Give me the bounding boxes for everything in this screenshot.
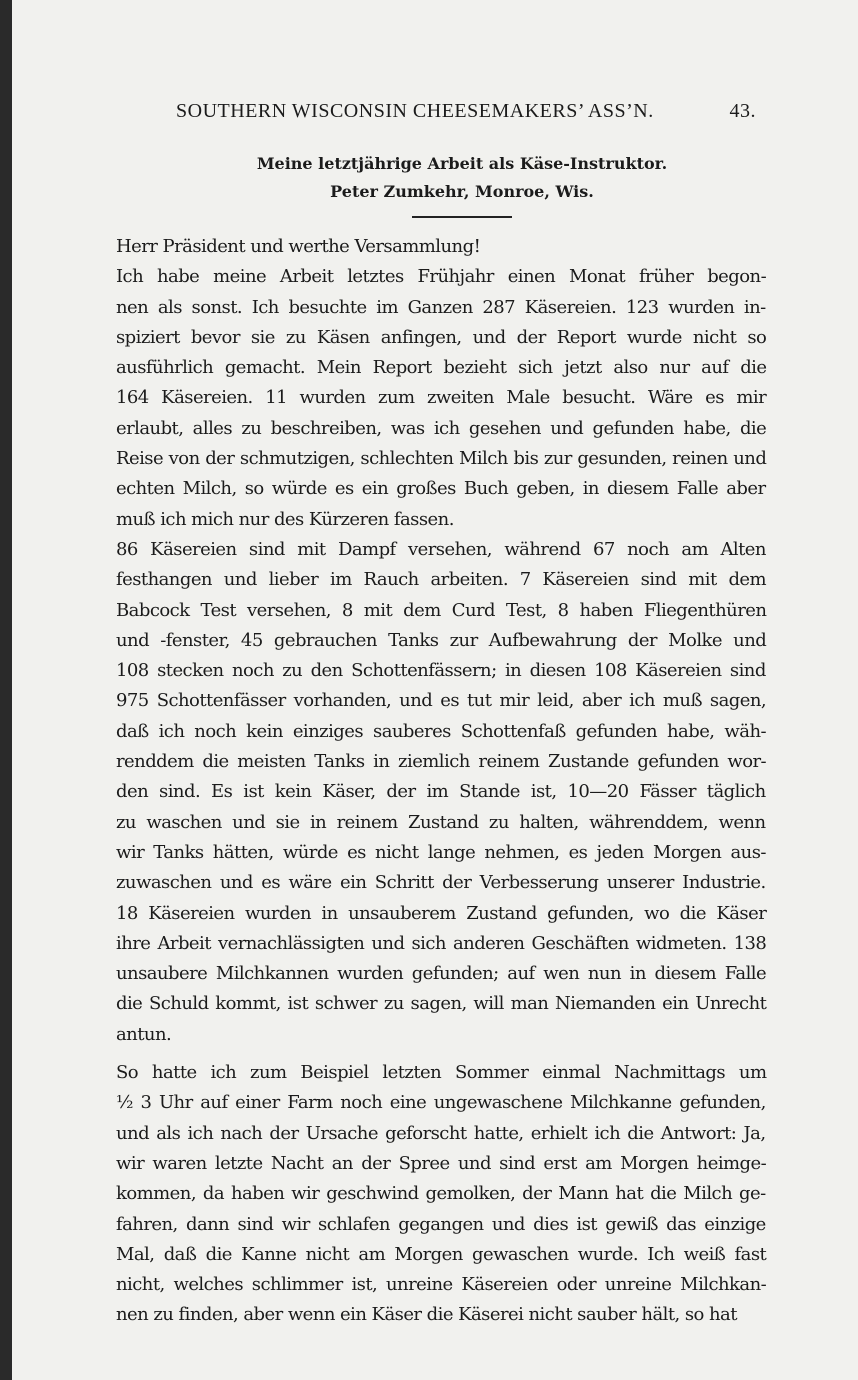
text-line: unsaubere Milchkannen wurden gefunden; auf wen nun in diesem Falle xyxy=(116,963,767,985)
running-title: SOUTHERN WISCONSIN CHEESEMAKERS’ ASS’N. xyxy=(176,100,654,122)
paragraph xyxy=(116,262,766,535)
article-author: Peter Zumkehr, Monroe, Wis. xyxy=(330,182,594,201)
text-line: und als ich nach der Ursache geforscht hatte, erhielt ich die Antwort: Ja, xyxy=(116,1122,766,1144)
text-line: ½ 3 Uhr auf einer Farm noch eine ungewaschene Milchkanne gefunden, xyxy=(116,1092,766,1114)
text-line: festhangen und lieber im Rauch arbeiten. 7 Käsereien sind mit dem xyxy=(116,569,767,591)
text-line: antun. xyxy=(116,1023,172,1045)
article-heading xyxy=(102,150,822,218)
text-line: 975 Schottenfässer vorhanden, und es tut mir leid, aber ich muß sagen, xyxy=(116,690,767,712)
text-line: die Schuld kommt, ist schwer zu sagen, will man Niemanden ein Unrecht xyxy=(116,993,767,1015)
text-line: 86 Käsereien sind mit Dampf versehen, während 67 noch am Alten xyxy=(116,538,766,560)
text-line: Mal, daß die Kanne nicht am Morgen gewaschen wurde. Ich weiß fast xyxy=(116,1243,767,1265)
text-line: nicht, welches schlimmer ist, unreine Käsereien oder unreine Milchkan- xyxy=(116,1274,767,1296)
text-line: 164 Käsereien. 11 wurden zum zweiten Male besucht. Wäre es mir xyxy=(116,387,767,409)
text-line: muß ich mich nur des Kürzeren fassen. xyxy=(116,508,454,530)
text-line: zuwaschen und es wäre ein Schritt der Verbesserung unserer Industrie. xyxy=(116,872,766,894)
text-line: 108 stecken noch zu den Schottenfässern; in diesen 108 Käsereien sind xyxy=(116,660,766,682)
text-line: Herr Präsident und werthe Versammlung! xyxy=(116,236,481,257)
text-line: erlaubt, alles zu beschreiben, was ich gesehen und gefunden habe, die xyxy=(116,417,767,439)
text-line: Babcock Test versehen, 8 mit dem Curd Test, 8 haben Fliegenthüren xyxy=(116,599,767,621)
article-body xyxy=(116,232,766,1331)
text-line: kommen, da haben wir geschwind gemolken, der Mann hat die Milch ge- xyxy=(116,1183,766,1205)
text-line: ausführlich gemacht. Mein Report bezieht sich jetzt also nur auf die xyxy=(116,357,767,379)
paragraph xyxy=(116,1058,766,1331)
text-line: ihre Arbeit vernachlässigten und sich anderen Geschäften widmeten. 138 xyxy=(116,932,767,954)
text-line: spiziert bevor sie zu Käsen anfingen, und der Report wurde nicht so xyxy=(116,326,767,348)
book-page xyxy=(12,0,858,1380)
text-line: 18 Käsereien wurden in unsauberem Zustand gefunden, wo die Käser xyxy=(116,902,767,924)
text-line: daß ich noch kein einziges sauberes Schottenfaß gefunden habe, wäh- xyxy=(116,720,767,742)
text-line: echten Milch, so würde es ein großes Buch geben, in diesem Falle aber xyxy=(116,478,766,500)
text-line: Ich habe meine Arbeit letztes Frühjahr einen Monat früher begon- xyxy=(116,266,767,288)
text-line: Reise von der schmutzigen, schlechten Milch bis zur gesunden, reinen und xyxy=(116,448,767,470)
text-line: zu waschen und sie in reinem Zustand zu halten, währenddem, wenn xyxy=(116,811,766,833)
text-line: den sind. Es ist kein Käser, der im Stande ist, 10—20 Fässer täglich xyxy=(116,781,766,803)
text-line: renddem die meisten Tanks in ziemlich reinem Zustande gefunden wor- xyxy=(116,751,767,773)
text-line: So hatte ich zum Beispiel letzten Sommer einmal Nachmittags um xyxy=(116,1062,767,1084)
text-line: nen als sonst. Ich besuchte im Ganzen 287 Käsereien. 123 wurden in- xyxy=(116,296,766,318)
text-line: nen zu finden, aber wenn ein Käser die Käserei nicht sauber hält, so hat xyxy=(116,1304,737,1326)
title-divider xyxy=(412,216,512,218)
text-line: und -fenster, 45 gebrauchen Tanks zur Aufbewahrung der Molke und xyxy=(116,629,767,651)
text-line: fahren, dann sind wir schlafen gegangen und dies ist gewiß das einzige xyxy=(116,1213,766,1235)
text-line: wir Tanks hätten, würde es nicht lange nehmen, es jeden Morgen aus- xyxy=(116,841,766,863)
text-line: wir waren letzte Nacht an der Spree und sind erst am Morgen heimge- xyxy=(116,1152,767,1174)
paragraph xyxy=(116,535,766,1050)
page-number: 43. xyxy=(729,100,756,122)
article-title: Meine letztjährige Arbeit als Käse-Instruktor. xyxy=(256,154,668,173)
running-header xyxy=(176,100,756,123)
paragraph xyxy=(116,232,766,262)
